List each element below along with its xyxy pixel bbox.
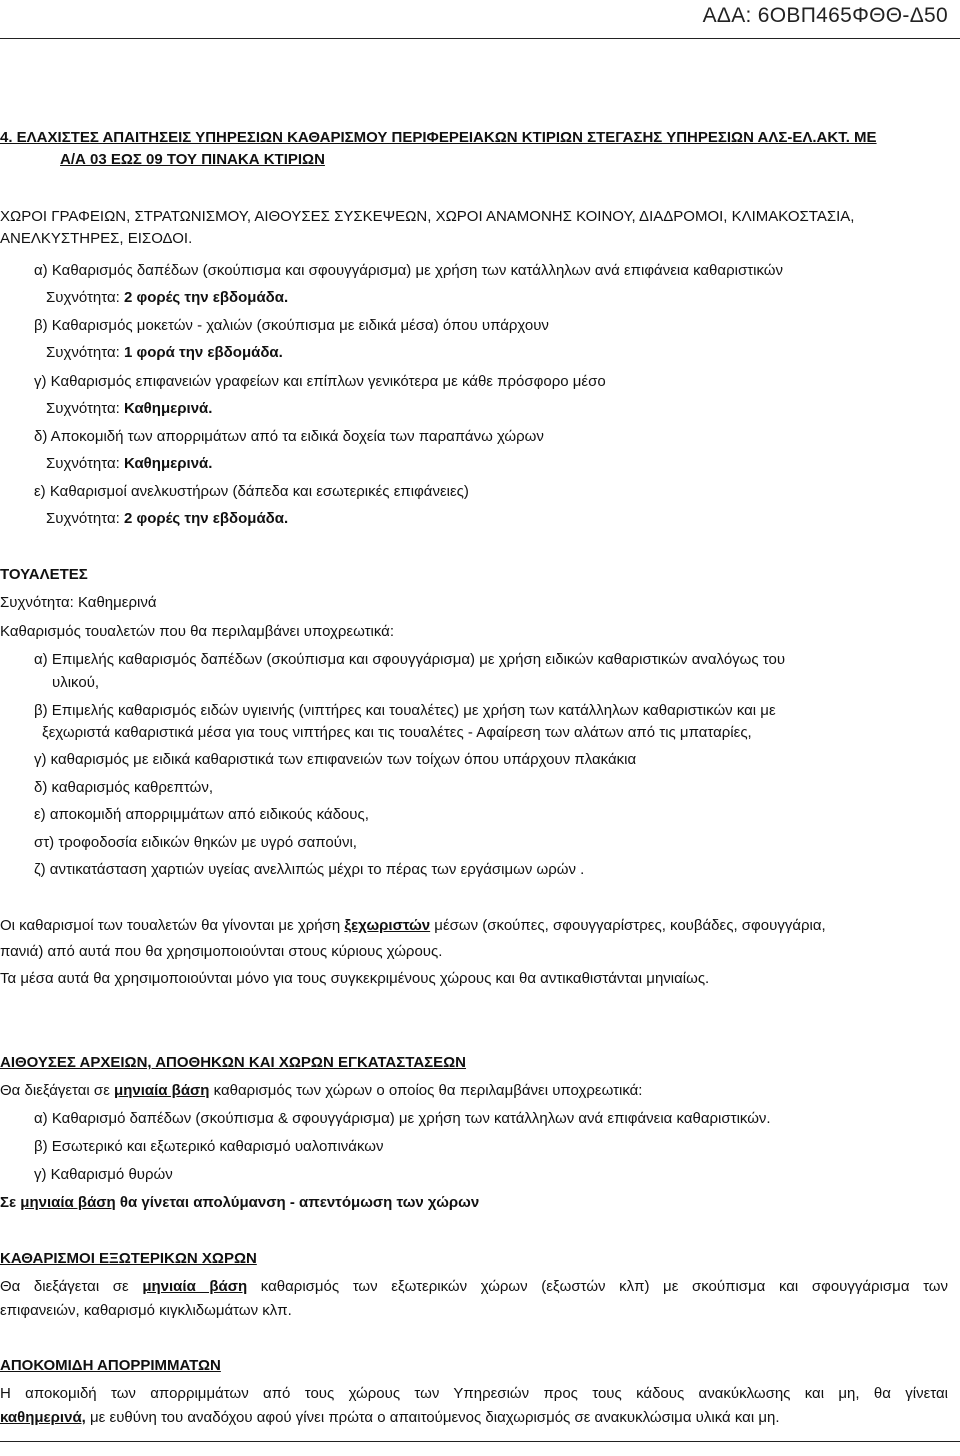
office-task-e: ε) Καθαρισμοί ανελκυστήρων (δάπεδα και εσωτερικές επιφάνειες) — [34, 483, 469, 500]
archives-closing: Σε μηνιαία βάση θα γίνεται απολύμανση - απεντόμωση των χώρων — [0, 1194, 480, 1211]
toilets-heading: ΤΟΥΑΛΕΤΕΣ — [0, 566, 88, 583]
toilets-item-z: ζ) αντικατάσταση χαρτιών υγείας ανελλιπώς μέχρι το πέρας των εργάσιμων ωρών . — [34, 861, 585, 878]
areas-line2: ΑΝΕΛΚΥΣΤΗΡΕΣ, ΕΙΣΟΔΟΙ. — [0, 230, 193, 247]
waste-heading: ΑΠΟΚΟΜΙΔΗ ΑΠΟΡΡΙΜΜΑΤΩΝ — [0, 1357, 221, 1374]
toilets-item-d: δ) καθαρισμός καθρεπτών, — [34, 779, 214, 796]
office-freq-b: Συχνότητα: 1 φορά την εβδομάδα. — [46, 344, 283, 361]
office-task-c: γ) Καθαρισμός επιφανειών γραφείων και επίπλων γενικότερα με κάθε πρόσφορο μέσο — [34, 373, 606, 390]
archives-intro: Θα διεξάγεται σε μηνιαία βάση καθαρισμός των χώρων ο οποίος θα περιλαμβάνει υποχρεωτικά: — [0, 1082, 643, 1099]
toilets-item-c: γ) καθαρισμός με ειδικά καθαριστικά των επιφανειών των τοίχων όπου υπάρχουν πλακάκια — [34, 751, 637, 768]
archives-item-b: β) Εσωτερικό και εξωτερικό καθαρισμό υαλοπινάκων — [34, 1138, 384, 1155]
office-freq-d: Συχνότητα: Καθημερινά. — [46, 455, 213, 472]
office-task-d: δ) Αποκομιδή των απορριμάτων από τα ειδικά δοχεία των παραπάνω χώρων — [34, 428, 544, 445]
toilets-para2: Τα μέσα αυτά θα χρησιμοποιούνται μόνο για τους συγκεκριμένους χώρους και θα αντικαθιστάνται μηνιαίως. — [0, 970, 710, 987]
toilets-item-a-line2: υλικού, — [52, 674, 100, 691]
office-freq-a: Συχνότητα: 2 φορές την εβδομάδα. — [46, 289, 289, 306]
toilets-item-st: στ) τροφοδοσία ειδικών θηκών με υγρό σαπούνι, — [34, 834, 357, 851]
areas-line1: ΧΩΡΟΙ ΓΡΑΦΕΙΩΝ, ΣΤΡΑΤΩΝΙΣΜΟΥ, ΑΙΘΟΥΣΕΣ ΣΥΣΚΕΨΕΩΝ, ΧΩΡΟΙ ΑΝΑΜΟΝΗΣ ΚΟΙΝΟΥ, ΔΙΑΔΡΟΜΟΙ, ΚΛΙΜΑΚΟΣΤΑΣΙΑ, — [0, 208, 855, 225]
toilets-frequency: Συχνότητα: Καθημερινά — [0, 594, 157, 611]
office-task-b: β) Καθαρισμός μοκετών - χαλιών (σκούπισμα με ειδικά μέσα) όπου υπάρχουν — [34, 317, 549, 334]
waste-line1: Η αποκομιδή των απορριμμάτων από τους χώρους των Υπηρεσιών προς τους κάδους ανακύκλωσης και μη, θα γίνεται — [0, 1385, 948, 1402]
archives-heading: ΑΙΘΟΥΣΕΣ ΑΡΧΕΙΩΝ, ΑΠΟΘΗΚΩΝ ΚΑΙ ΧΩΡΩΝ ΕΓΚΑΤΑΣΤΑΣΕΩΝ — [0, 1054, 467, 1071]
toilets-para1-line1: Οι καθαρισμοί των τουαλετών θα γίνονται με χρήση ξεχωριστών μέσων (σκούπες, σφουγγαρίστρες, κουβάδες, σφουγγάρια, — [0, 917, 826, 934]
office-task-a: α) Καθαρισμός δαπέδων (σκούπισμα και σφουγγάρισμα) με χρήση των κατάλληλων ανά επιφάνεια καθαριστικών — [34, 262, 783, 279]
office-freq-c: Συχνότητα: Καθημερινά. — [46, 400, 213, 417]
toilets-item-b-line2: ξεχωριστά καθαριστικά μέσα για τους νιπτήρες και τις τουαλέτες - Αφαίρεση των αλάτων από τις μπαταρίες, — [42, 724, 752, 741]
section-title-line2: Α/Α 03 ΕΩΣ 09 ΤΟΥ ΠΙΝΑΚΑ ΚΤΙΡΙΩΝ — [60, 151, 325, 168]
exterior-text-line2: επιφανειών, καθαρισμό κιγκλιδωμάτων κλπ. — [0, 1302, 292, 1319]
section-title-line1: 4. ΕΛΑΧΙΣΤΕΣ ΑΠΑΙΤΗΣΕΙΣ ΥΠΗΡΕΣΙΩΝ ΚΑΘΑΡΙΣΜΟΥ ΠΕΡΙΦΕΡΕΙΑΚΩΝ ΚΤΙΡΙΩΝ ΣΤΕΓΑΣΗΣ ΥΠΗΡΕΣΙΩΝ ΑΛΣ-ΕΛ.ΑΚΤ. ΜΕ — [0, 129, 877, 146]
archives-item-c: γ) Καθαρισμό θυρών — [34, 1166, 173, 1183]
waste-line2: καθημερινά, με ευθύνη του αναδόχου αφού γίνει πρώτα ο απαιτούμενος διαχωρισμός σε ανακυκλώσιμα υλικά και μη. — [0, 1409, 780, 1426]
exterior-heading: ΚΑΘΑΡΙΣΜΟΙ ΕΞΩΤΕΡΙΚΩΝ ΧΩΡΩΝ — [0, 1250, 257, 1267]
footer-rule — [0, 1441, 960, 1442]
office-freq-e: Συχνότητα: 2 φορές την εβδομάδα. — [46, 510, 289, 527]
ada-code: ΑΔΑ: 6ΟΒΠ465ΦΘΘ-Δ50 — [702, 4, 948, 27]
archives-item-a: α) Καθαρισμό δαπέδων (σκούπισμα & σφουγγάρισμα) με χρήση των κατάλληλων ανά επιφάνεια καθαριστικών. — [34, 1110, 771, 1127]
toilets-item-b-line1: β) Επιμελής καθαρισμός ειδών υγιεινής (νιπτήρες και τουαλέτες) με χρήση των κατάλληλων καθαριστικών και με — [34, 702, 776, 719]
toilets-intro: Καθαρισμός τουαλετών που θα περιλαμβάνει υποχρεωτικά: — [0, 623, 395, 640]
exterior-text-line1: Θα διεξάγεται σε μηνιαία βάση καθαρισμός των εξωτερικών χώρων (εξωστών κλπ) με σκούπισμα και σφουγγάρισμα των — [0, 1278, 949, 1295]
toilets-para1-line2: πανιά) από αυτά που θα χρησιμοποιούνται στους κύριους χώρους. — [0, 943, 443, 960]
toilets-item-a-line1: α) Επιμελής καθαρισμός δαπέδων (σκούπισμα και σφουγγάρισμα) με χρήση ειδικών καθαριστικών αναλόγως του — [34, 651, 786, 668]
header-rule — [0, 38, 960, 39]
toilets-item-e: ε) αποκομιδή απορριμμάτων από ειδικούς κάδους, — [34, 806, 369, 823]
